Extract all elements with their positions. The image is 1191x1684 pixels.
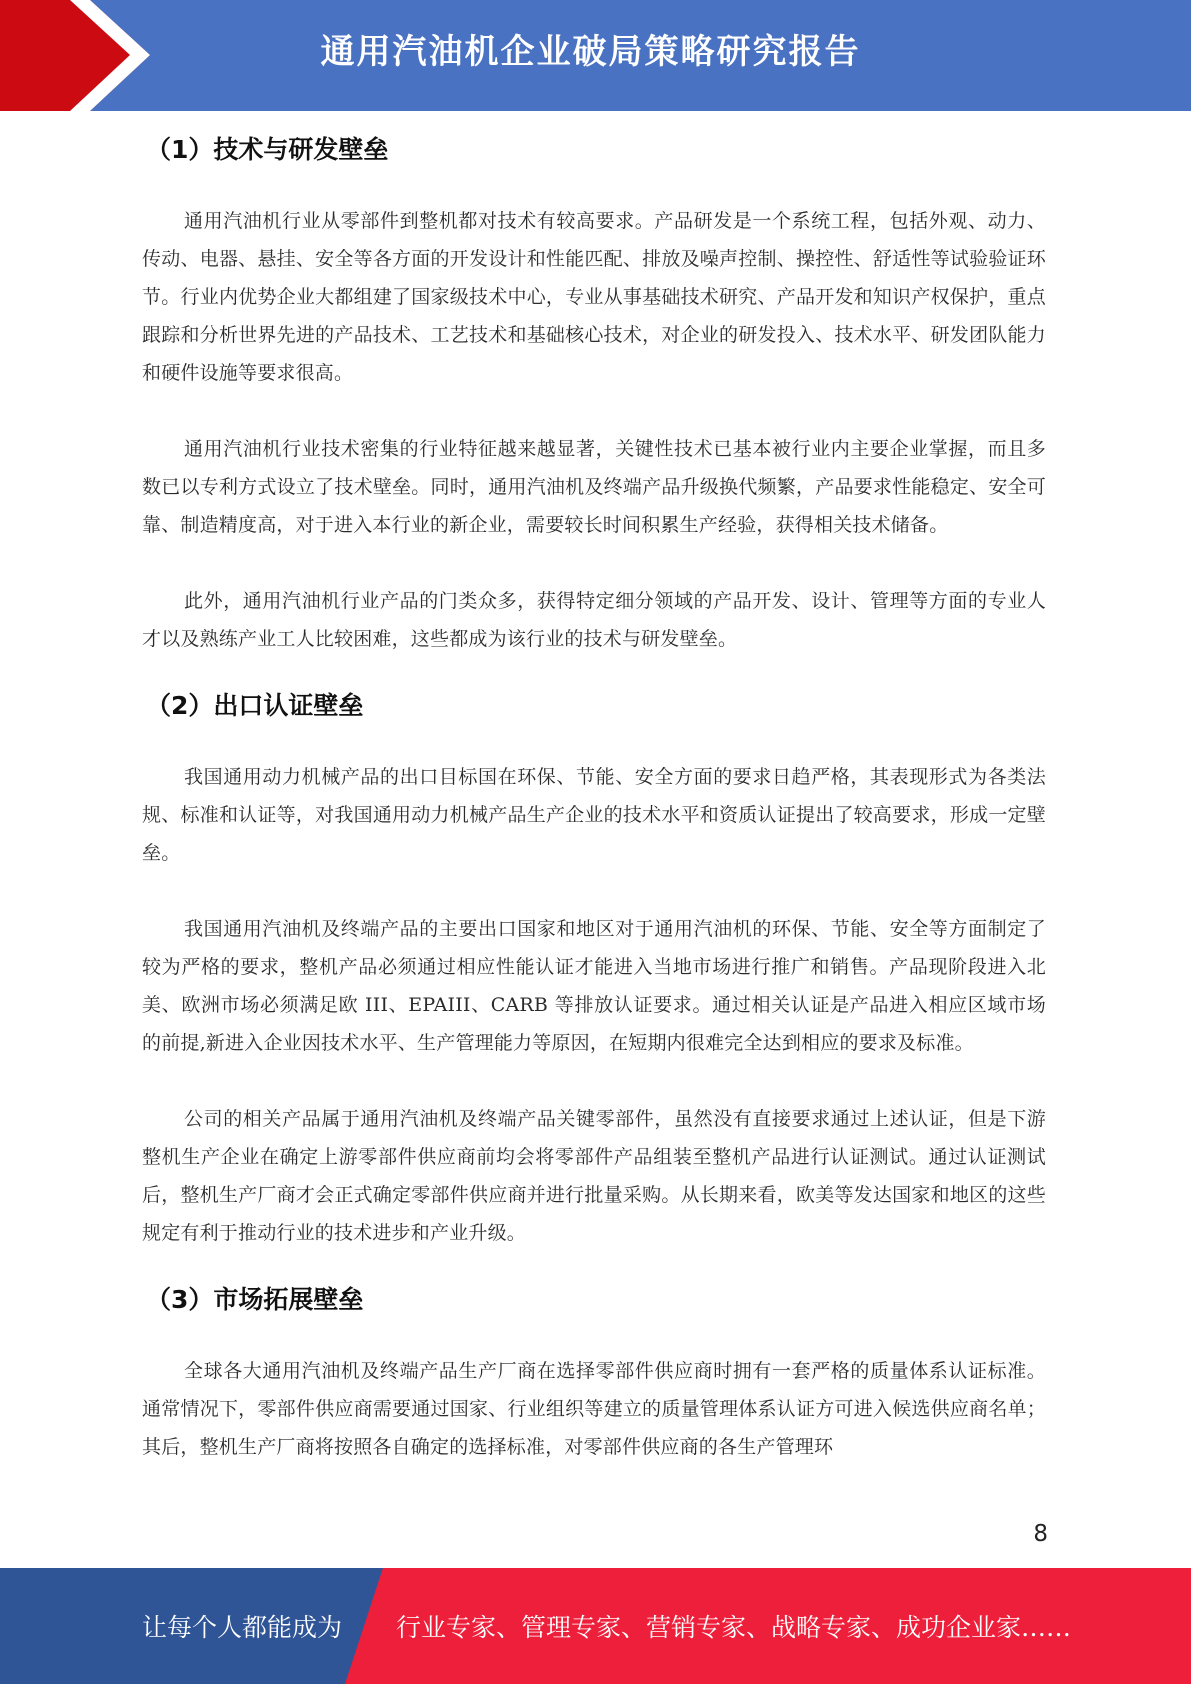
footer-slogan-right: 行业专家、管理专家、营销专家、战略专家、成功企业家…… [396,1613,1072,1642]
report-title: 通用汽油机企业破局策略研究报告 [320,32,861,72]
page-footer [0,1568,1191,1684]
paragraph: 公司的相关产品属于通用汽油机及终端产品关键零部件，虽然没有直接要求通过上述认证，但是下游整机生产企业在确定上游零部件供应商前均会将零部件产品组装至整机产品进行认证测试。通过认证测试后，整机生产厂商才会正式确定零部件供应商并进行批量采购。从长期来看，欧美等发达国家和地区的这些规定有利于推动行业的技术进步和产业升级。 [142,1108,1046,1244]
page-header [0,0,1191,111]
paragraph: 全球各大通用汽油机及终端产品生产厂商在选择零部件供应商时拥有一套严格的质量体系认证标准。通常情况下，零部件供应商需要通过国家、行业组织等建立的质量管理体系认证方可进入候选供应商名单；其后，整机生产厂商将按照各自确定的选择标准，对零部件供应商的各生产管理环 [142,1360,1046,1458]
paragraph: 我国通用汽油机及终端产品的主要出口国家和地区对于通用汽油机的环保、节能、安全等方面制定了较为严格的要求，整机产品必须通过相应性能认证才能进入当地市场进行推广和销售。产品现阶段进入北美、欧洲市场必须满足欧 III、EPAIII、CARB 等排放认证要求。通过相关认证是产品进入相应区域市场的前提,新进入企业因技术水平、生产管理能力等原因，在短期内很难完全达到相应的要求及标准。 [142,918,1046,1054]
paragraph: 通用汽油机行业技术密集的行业特征越来越显著，关键性技术已基本被行业内主要企业掌握，而且多数已以专利方式设立了技术壁垒。同时，通用汽油机及终端产品升级换代频繁，产品要求性能稳定、安全可靠、制造精度高，对于进入本行业的新企业，需要较长时间积累生产经验，获得相关技术储备。 [142,438,1046,536]
footer-slogan-left: 让每个人都能成为 [142,1613,343,1642]
paragraph: 此外，通用汽油机行业产品的门类众多，获得特定细分领域的产品开发、设计、管理等方面的专业人才以及熟练产业工人比较困难，这些都成为该行业的技术与研发壁垒。 [142,590,1046,650]
section-heading: （2）出口认证壁垒 [146,691,364,720]
paragraph: 通用汽油机行业从零部件到整机都对技术有较高要求。产品研发是一个系统工程，包括外观、动力、传动、电器、悬挂、安全等各方面的开发设计和性能匹配、排放及噪声控制、操控性、舒适性等试验验证环节。行业内优势企业大都组建了国家级技术中心，专业从事基础技术研究、产品开发和知识产权保护，重点跟踪和分析世界先进的产品技术、工艺技术和基础核心技术，对企业的研发投入、技术水平、研发团队能力和硬件设施等要求很高。 [142,210,1046,384]
document-body [142,128,1046,1466]
page-number: 8 [1033,1521,1048,1547]
section-heading: （3）市场拓展壁垒 [146,1285,364,1314]
paragraph: 我国通用动力机械产品的出口目标国在环保、节能、安全方面的要求日趋严格，其表现形式为各类法规、标准和认证等，对我国通用动力机械产品生产企业的技术水平和资质认证提出了较高要求，形成一定壁垒。 [142,766,1046,864]
section-heading: （1）技术与研发壁垒 [146,135,389,164]
